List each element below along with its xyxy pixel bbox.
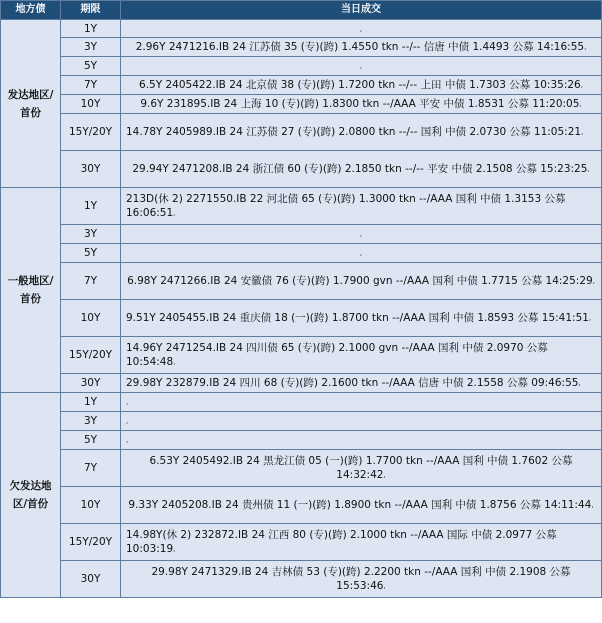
paragraph-mark-icon: , [173,545,176,553]
period-cell: 3Y [61,412,121,431]
paragraph-mark-icon: , [126,436,129,444]
table-row [1,57,602,76]
table-row [1,374,602,393]
table-row [1,38,602,57]
period-cell: 10Y [61,300,121,337]
paragraph-mark-icon: , [359,62,363,70]
region-cell-general: 一般地区/首份 [1,188,61,393]
table-row [1,95,602,114]
table-row [1,76,602,95]
deal-cell [121,431,602,450]
deal-text: 14.96Y 2471254.IB 24 四川债 65 (专)(跨) 2.1000 gvn --/AAA 国利 中债 2.0970 公募 10:54:48 [126,342,548,368]
paragraph-mark-icon: , [359,230,363,238]
period-cell: 5Y [61,57,121,76]
deal-text: 29.94Y 2471208.IB 24 浙江债 60 (专)(跨) 2.1850 tkn --/-- 平安 中债 2.1508 公募 15:23:25 [132,163,588,175]
table-row [1,151,602,188]
period-cell: 3Y [61,38,121,57]
table-row [1,337,602,374]
table-row [1,114,602,151]
deal-text: 6.53Y 2405492.IB 24 黑龙江债 05 (一)(跨) 1.7700 tkn --/AAA 国利 中债 1.7602 公募 14:32:42 [149,455,573,481]
deal-text: 29.98Y 232879.IB 24 四川 68 (专)(跨) 2.1600 tkn --/AAA 信唐 中债 2.1558 公募 09:46:55 [126,377,579,389]
period-cell: 10Y [61,487,121,524]
paragraph-mark-icon: , [126,398,129,406]
period-cell: 1Y [61,393,121,412]
deal-cell [121,95,602,114]
region-cell-less-developed: 欠发达地区/首份 [1,393,61,598]
header-row [1,1,602,20]
paragraph-mark-icon: , [584,43,587,51]
period-cell: 30Y [61,151,121,188]
period-cell: 1Y [61,188,121,225]
paragraph-mark-icon: , [126,417,129,425]
paragraph-mark-icon: , [592,277,595,285]
period-cell: 5Y [61,244,121,263]
deal-cell [121,76,602,95]
table-row [1,450,602,487]
deal-cell [121,524,602,561]
deal-cell [121,38,602,57]
paragraph-mark-icon: , [173,358,176,366]
deal-text: 29.98Y 2471329.IB 24 吉林债 53 (专)(跨) 2.2200 tkn --/AAA 国利 中债 2.1908 公募 15:53:46 [151,566,571,592]
period-cell: 15Y/20Y [61,114,121,151]
deal-cell [121,263,602,300]
header-deals: 当日成交 [121,1,602,20]
paragraph-mark-icon: , [359,24,363,33]
deal-text: 2.96Y 2471216.IB 24 江苏债 35 (专)(跨) 1.4550 tkn --/-- 信唐 中债 1.4493 公募 14:16:55 [135,41,585,53]
period-cell: 7Y [61,450,121,487]
region-cell-developed: 发达地区/首份 [1,20,61,188]
deal-text: 9.33Y 2405208.IB 24 贵州债 11 (一)(跨) 1.8900 tkn --/AAA 国利 中债 1.8756 公募 14:11:44 [128,499,592,511]
deal-cell [121,114,602,151]
table-row [1,20,602,38]
period-cell: 7Y [61,76,121,95]
deal-cell [121,57,602,76]
header-period: 期限 [61,1,121,20]
period-cell: 15Y/20Y [61,524,121,561]
paragraph-mark-icon: , [588,314,592,322]
deal-cell [121,337,602,374]
deal-cell [121,393,602,412]
deal-cell [121,412,602,431]
table-row [1,188,602,225]
deal-text: 14.98Y(休 2) 232872.IB 24 江西 80 (专)(跨) 2.1000 tkn --/AAA 国际 中债 2.0977 公募 10:03:19 [126,529,557,555]
period-cell: 1Y [61,20,121,38]
deal-cell [121,244,602,263]
deal-cell [121,374,602,393]
table-row [1,244,602,263]
deal-text: 6.98Y 2471266.IB 24 安徽债 76 (专)(跨) 1.7900 gvn --/AAA 国利 中债 1.7715 公募 14:25:29 [127,275,593,287]
deal-cell [121,225,602,244]
table-row [1,487,602,524]
deal-cell [121,151,602,188]
paragraph-mark-icon: , [383,582,386,590]
table-body [1,20,602,598]
table-row [1,524,602,561]
paragraph-mark-icon: , [173,209,176,217]
table-row [1,431,602,450]
table-row [1,225,602,244]
period-cell: 10Y [61,95,121,114]
paragraph-mark-icon: , [383,471,386,479]
paragraph-mark-icon: , [587,165,590,173]
deal-cell [121,188,602,225]
deal-text: 9.6Y 231895.IB 24 上海 10 (专)(跨) 1.8300 tkn --/AAA 平安 中债 1.8531 公募 11:20:05 [140,98,580,110]
paragraph-mark-icon: , [359,249,363,257]
table-row [1,393,602,412]
deal-text: 6.5Y 2405422.IB 24 北京债 38 (专)(跨) 1.7200 tkn --/-- 上田 中债 1.7303 公募 10:35:26 [139,79,581,91]
table-row [1,300,602,337]
table-row [1,263,602,300]
period-cell: 30Y [61,374,121,393]
period-cell: 5Y [61,431,121,450]
deal-cell [121,561,602,598]
deal-cell [121,487,602,524]
paragraph-mark-icon: , [591,501,594,509]
paragraph-mark-icon: , [580,81,583,89]
deal-cell [121,450,602,487]
deal-text: 14.78Y 2405989.IB 24 江苏债 27 (专)(跨) 2.0800 tkn --/-- 国利 中债 2.0730 公募 11:05:21 [126,126,582,138]
paragraph-mark-icon: , [581,128,584,136]
deal-cell [121,300,602,337]
deal-cell [121,20,602,38]
period-cell: 30Y [61,561,121,598]
period-cell: 15Y/20Y [61,337,121,374]
table-row [1,412,602,431]
header-region: 地方债 [1,1,61,20]
period-cell: 3Y [61,225,121,244]
paragraph-mark-icon: , [579,100,582,108]
period-cell: 7Y [61,263,121,300]
table-row [1,561,602,598]
deal-text: 213D(休 2) 2271550.IB 22 河北债 65 (专)(跨) 1.3000 tkn --/AAA 国利 中债 1.3153 公募 16:06:51 [126,193,566,219]
paragraph-mark-icon: , [578,379,581,387]
deal-text: 9.51Y 2405455.IB 24 重庆债 18 (一)(跨) 1.8700 tkn --/AAA 国利 中债 1.8593 公募 15:41:51 [126,312,589,324]
